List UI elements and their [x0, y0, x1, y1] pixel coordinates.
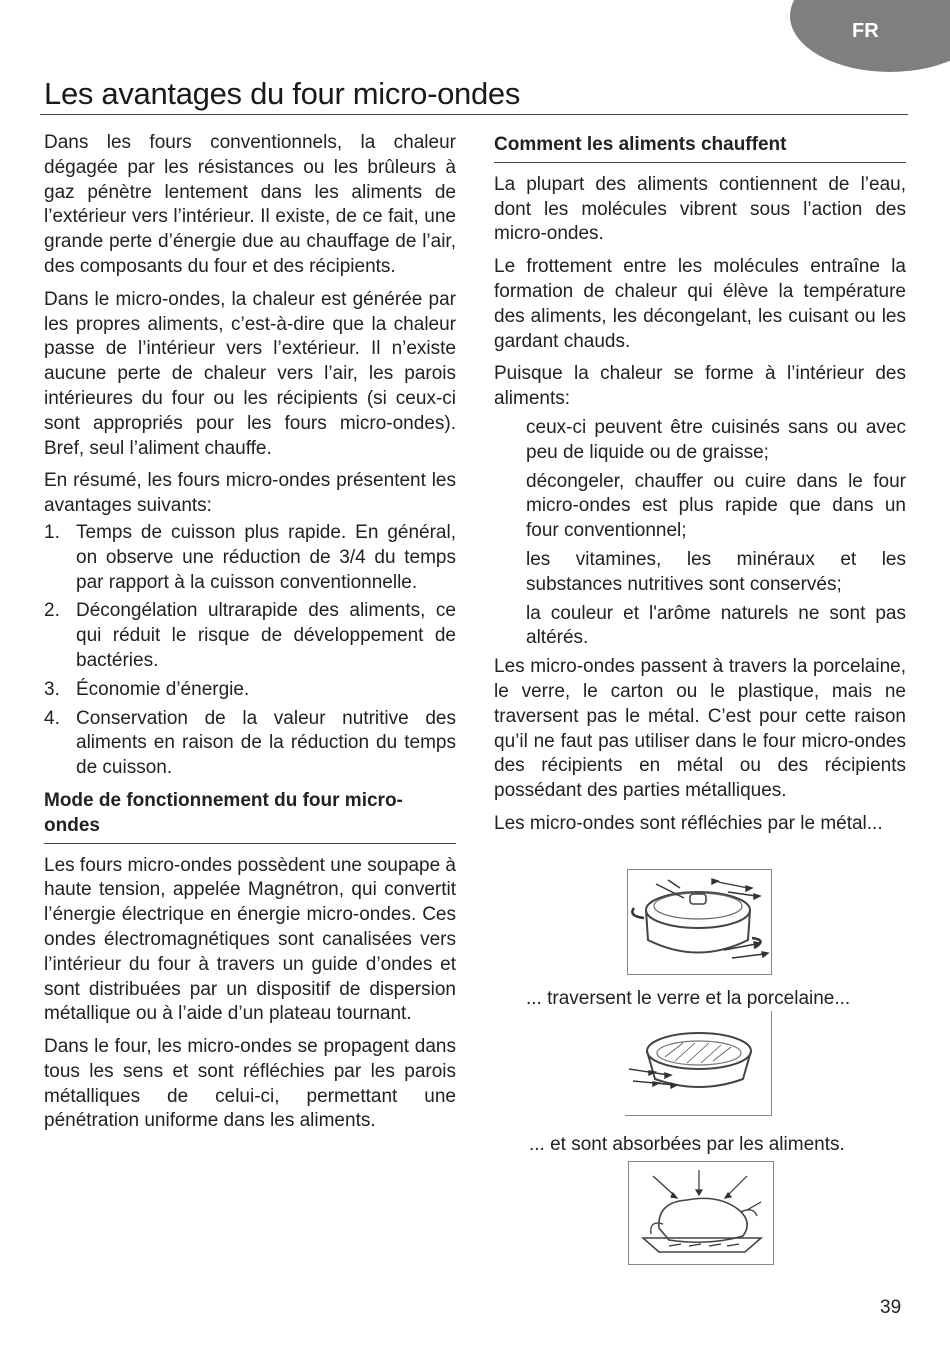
materials-paragraph: Les micro-ondes passent à travers la porcelaine, le verre, le carton ou le plastique, mais ne traversent pas le métal. C’est pour cette raison qu’il ne faut pas utiliser dans le four micro-ondes des récipients en métal ou des récipients possédant des parties métalliques.: [494, 656, 906, 802]
food-absorption-illustration: [628, 1161, 774, 1265]
section-divider: [44, 843, 456, 844]
language-tab: [790, 0, 950, 72]
page-number: 39: [880, 1297, 902, 1318]
section-heading-operation: Mode de fonctionnement du four micro-ondes: [44, 789, 403, 836]
section-divider: [494, 162, 906, 163]
language-label: FR: [852, 20, 879, 42]
heating-paragraph-2: Le frottement entre les molécules entraîne la formation de chaleur qui élève la température des aliments, les décongelant, les cuisant ou les gardant chauds.: [494, 256, 906, 352]
summary-paragraph: En résumé, les fours micro-ondes présentent les avantages suivants:: [44, 470, 456, 517]
list-item: les vitamines, les minéraux et les substances nutritives sont conservés;: [526, 548, 906, 595]
list-item: décongeler, chauffer ou cuire dans le four micro-ondes est plus rapide que dans un four conventionnel;: [526, 470, 906, 542]
section-heading-heating: Comment les aliments chauffent: [494, 134, 787, 155]
advantages-list: [44, 521, 456, 781]
left-column: [44, 131, 456, 1142]
list-item: ceux-ci peuvent être cuisinés sans ou avec peu de liquide ou de graisse;: [526, 416, 906, 463]
operation-paragraph-1: Les fours micro-ondes possèdent une soupape à haute tension, appelée Magnétron, qui convertit l’énergie électrique en énergie micro-ondes. Ces ondes électromagnétiques sont canalisées vers l’intérieur du four à travers un guide d’ondes et sont distribuées par un dispositif de dispersion métallique ou à l’aide d’un plateau tournant.: [44, 854, 456, 1025]
right-column: [494, 129, 906, 845]
list-item: 4. Conservation de la valeur nutritive des aliments en raison de la réduction du temps de cuisson.: [44, 707, 456, 779]
intro-paragraph-2: Dans le micro-ondes, la chaleur est générée par les propres aliments, c’est-à-dire que la chaleur passe de l’intérieur vers l’extérieur. Il n’existe aucune perte de chaleur vers l’air, les parois intérieures du four ou les récipients (si ceux-ci sont appropriés pour les fours micro-ondes). Bref, seul l’aliment chauffe.: [44, 288, 456, 459]
operation-paragraph-2: Dans le four, les micro-ondes se propagent dans tous les sens et sont réfléchies par les parois métalliques de celui-ci, permettant une pénétration uniforme dans les aliments.: [44, 1036, 456, 1132]
benefits-list: [494, 416, 906, 651]
metal-reflection-illustration: [627, 869, 772, 975]
reflection-caption: Les micro-ondes sont réfléchies par le métal...: [494, 812, 883, 834]
food-caption: ... et sont absorbées par les aliments.: [529, 1134, 845, 1155]
intro-paragraph-1: Dans les fours conventionnels, la chaleur dégagée par les résistances ou les brûleurs à gaz pénètre lentement dans les aliments de l’extérieur vers l’intérieur. Il existe, de ce fait, une grande perte d’énergie due au chauffage de l’air, des composants du four et des récipients.: [44, 132, 456, 277]
page-title: Les avantages du four micro-ondes: [44, 76, 521, 111]
glass-passthrough-illustration: [625, 1011, 772, 1116]
list-item: la couleur et l'arôme naturels ne sont pas altérés.: [526, 602, 906, 649]
list-item: 3. Économie d’énergie.: [44, 678, 250, 700]
glass-caption: ... traversent le verre et la porcelaine...: [526, 988, 851, 1009]
heating-paragraph-3: Puisque la chaleur se forme à l’intérieur des aliments:: [494, 363, 906, 410]
list-item: 1. Temps de cuisson plus rapide. En général, on observe une réduction de 3/4 du temps par rapport à la cuisson conventionnelle.: [44, 521, 456, 593]
title-divider: [40, 114, 908, 115]
list-item: 2. Décongélation ultrarapide des aliments, ce qui réduit le risque de développement de bactéries.: [44, 600, 456, 671]
heating-paragraph-1: La plupart des aliments contiennent de l’eau, dont les molécules vibrent sous l’action des micro-ondes.: [494, 173, 906, 245]
